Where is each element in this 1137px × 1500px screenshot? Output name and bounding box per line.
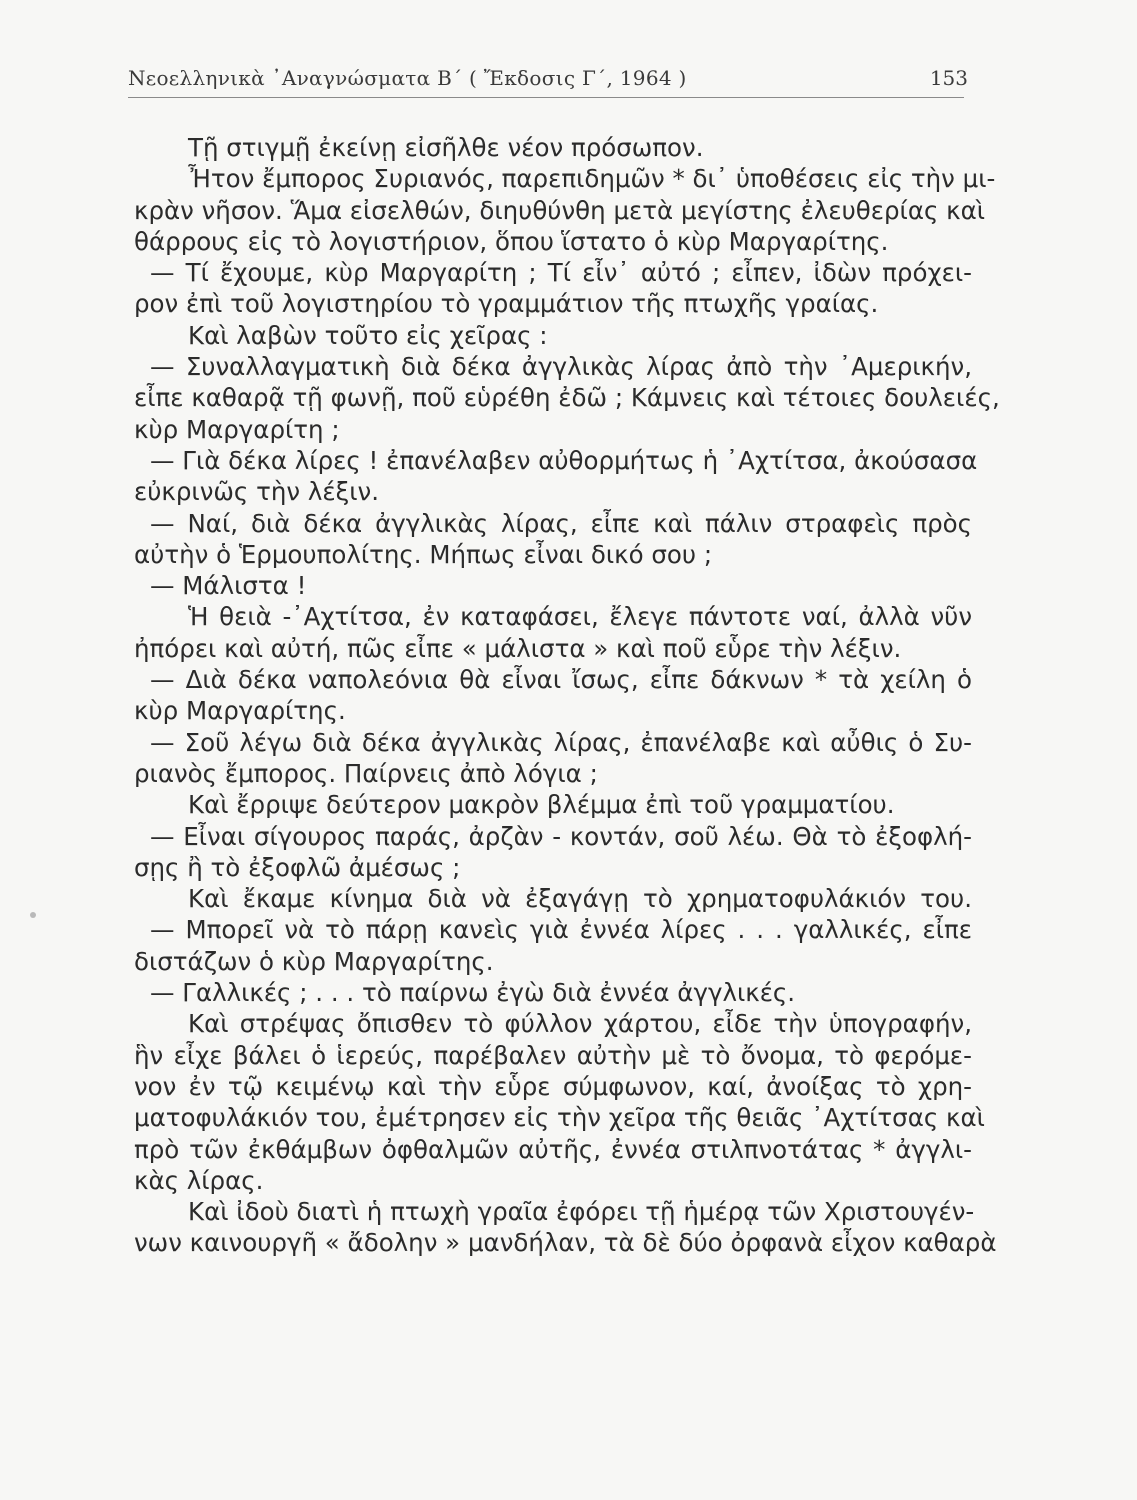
text-line: Καὶ ἔκαμε κίνημα διὰ νὰ ἐξαγάγῃ τὸ χρηματοφυλάκιόν του. bbox=[188, 884, 972, 914]
text-line: νων καινουργῆ « ἄδολην » μανδήλαν, τὰ δὲ δύο ὀρφανὰ εἶχον καθαρὰ bbox=[134, 1228, 997, 1258]
text-line: νον ἐν τῷ κειμένῳ καὶ τὴν εὗρε σύμφωνον, καί, ἀνοίξας τὸ χρη- bbox=[134, 1071, 972, 1101]
text-line: Καὶ στρέψας ὄπισθεν τὸ φύλλον χάρτου, εἶδε τὴν ὑπογραφήν, bbox=[188, 1009, 972, 1039]
text-line: ματοφυλάκιόν του, ἐμέτρησεν εἰς τὴν χεῖρα τῆς θειᾶς ᾿Αχτίτσας καὶ bbox=[134, 1103, 985, 1133]
text-line: αὐτὴν ὁ Ἑρμουπολίτης. Μήπως εἶναι δικό σου ; bbox=[134, 539, 713, 569]
text-line: πρὸ τῶν ἐκθάμβων ὀφθαλμῶν αὐτῆς, ἐννέα στιλπνοτάτας * ἀγγλι- bbox=[134, 1134, 972, 1164]
text-line: — Σοῦ λέγω διὰ δέκα ἀγγλικὰς λίρας, ἐπανέλαβε καὶ αὖθις ὁ Συ- bbox=[150, 727, 972, 757]
text-line: Καὶ ἔρριψε δεύτερον μακρὸν βλέμμα ἐπὶ τοῦ γραμματίου. bbox=[188, 790, 895, 820]
running-header bbox=[128, 62, 968, 96]
text-line: — Εἶναι σίγουρος παράς, ἀρζὰν - κοντάν, σοῦ λέω. Θὰ τὸ ἐξοφλή- bbox=[150, 821, 972, 851]
text-line: εἶπε καθαρᾷ τῇ φωνῇ, ποῦ εὑρέθη ἐδῶ ; Κάμνεις καὶ τέτοιες δουλειές, bbox=[134, 383, 1000, 413]
text-line: Ἡ θειὰ -᾿Αχτίτσα, ἐν καταφάσει, ἔλεγε πάντοτε ναί, ἀλλὰ νῦν bbox=[188, 602, 972, 632]
text-line: ριανὸς ἔμπορος. Παίρνεις ἀπὸ λόγια ; bbox=[134, 758, 598, 788]
text-line: — Μάλιστα ! bbox=[150, 571, 307, 601]
text-line: Τῇ στιγμῇ ἐκείνῃ εἰσῆλθε νέον πρόσωπον. bbox=[188, 133, 704, 162]
paper-speck bbox=[30, 912, 36, 918]
text-line: — Διὰ δέκα ναπολεόνια θὰ εἶναι ἴσως, εἶπε δάκνων * τὰ χείλη ὁ bbox=[150, 665, 972, 695]
text-line: — Γιὰ δέκα λίρες ! ἐπανέλαβεν αὐθορμήτως ἡ ᾿Αχτίτσα, ἀκούσασα bbox=[150, 445, 978, 475]
text-line: κὰς λίρας. bbox=[134, 1165, 264, 1195]
text-line: εὐκρινῶς τὴν λέξιν. bbox=[134, 477, 379, 507]
text-line: — Γαλλικές ; . . . τὸ παίρνω ἐγὼ διὰ ἐννέα ἀγγλικές. bbox=[150, 978, 796, 1008]
text-line: σῃς ἢ τὸ ἐξοφλῶ ἀμέσως ; bbox=[134, 852, 461, 882]
text-line: ἠπόρει καὶ αὐτή, πῶς εἶπε « μάλιστα » καὶ ποῦ εὗρε τὴν λέξιν. bbox=[134, 633, 902, 663]
text-line: Καὶ λαβὼν τοῦτο εἰς χεῖρας : bbox=[188, 320, 548, 350]
header-rule bbox=[128, 97, 964, 98]
text-line: θάρρους εἰς τὸ λογιστήριον, ὅπου ἵστατο ὁ κὺρ Μαργαρίτης. bbox=[134, 226, 889, 256]
book-title: Νεοελληνικὰ ᾿Αναγνώσματα Β΄ ( Ἔκδοσις Γ΄, 1964 ) bbox=[128, 66, 687, 90]
text-line: Καὶ ἰδοὺ διατὶ ἡ πτωχὴ γραῖα ἐφόρει τῇ ἡμέρᾳ τῶν Χριστουγέν- bbox=[188, 1197, 975, 1227]
body-text bbox=[134, 132, 1000, 1259]
text-line: — Ναί, διὰ δέκα ἀγγλικὰς λίρας, εἶπε καὶ πάλιν στραφεὶς πρὸς bbox=[150, 508, 972, 538]
text-line: — Μπορεῖ νὰ τὸ πάρῃ κανεὶς γιὰ ἐννέα λίρες . . . γαλλικές, εἶπε bbox=[150, 915, 972, 945]
text-line: Ἦτον ἔμπορος Συριανός, παρεπιδημῶν * δι᾿ ὑποθέσεις εἰς τὴν μι- bbox=[188, 164, 996, 194]
text-line: κὺρ Μαργαρίτης. bbox=[134, 696, 346, 726]
text-line: ρον ἐπὶ τοῦ λογιστηρίου τὸ γραμμάτιον τῆς πτωχῆς γραίας. bbox=[134, 289, 879, 319]
text-line: κρὰν νῆσον. Ἅμα εἰσελθών, διηυθύνθη μετὰ μεγίστης ἐλευθερίας καὶ bbox=[134, 195, 986, 225]
text-line: — Τί ἔχουμε, κὺρ Μαργαρίτη ; Τί εἶν᾿ αὐτό ; εἶπεν, ἰδὼν πρόχει- bbox=[150, 258, 972, 288]
text-line: διστάζων ὁ κὺρ Μαργαρίτης. bbox=[134, 946, 494, 976]
page-number: 153 bbox=[929, 66, 968, 90]
text-line: ἣν εἶχε βάλει ὁ ἱερεύς, παρέβαλεν αὐτὴν μὲ τὸ ὄνομα, τὸ φερόμε- bbox=[134, 1040, 972, 1070]
text-line: κὺρ Μαργαρίτη ; bbox=[134, 414, 340, 444]
text-line: — Συναλλαγματικὴ διὰ δέκα ἀγγλικὰς λίρας ἀπὸ τὴν ᾿Αμερικήν, bbox=[150, 352, 972, 382]
